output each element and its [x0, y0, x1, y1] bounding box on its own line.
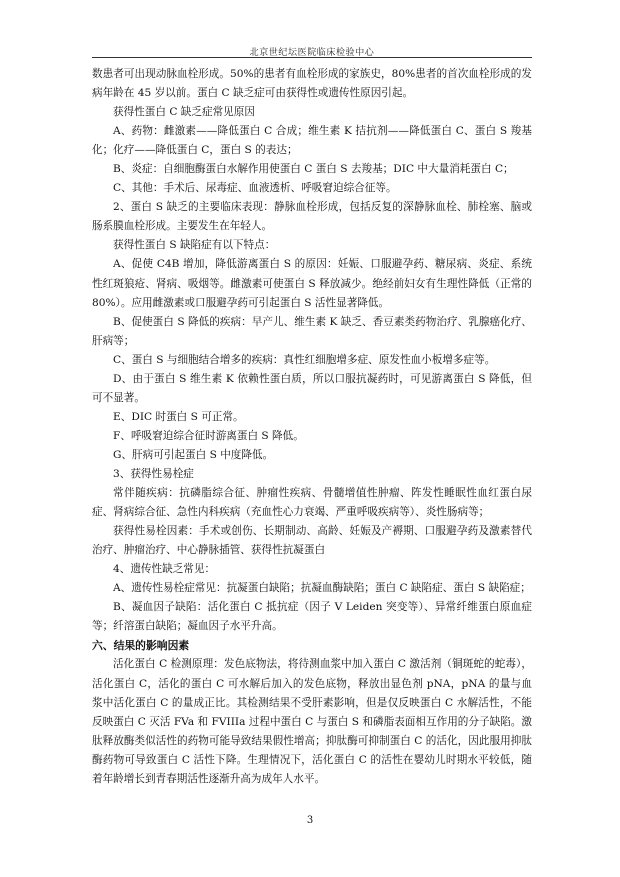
paragraph: 2、蛋白 S 缺乏的主要临床表现：静脉血栓形成，包括反复的深静脉血栓、肺栓塞、脑或肠系膜血栓形成。主要发生在年轻人。	[92, 201, 532, 233]
subheading: 4、遗传性缺乏常见：	[113, 563, 216, 576]
paragraph: B、炎症：自细胞酶蛋白水解作用使蛋白 C 蛋白 S 去羧基；DIC 中大量消耗蛋白 C；	[113, 163, 514, 176]
paragraph: A、药物：雌激素——降低蛋白 C 合成；维生素 K 拮抗剂——降低蛋白 C、蛋白 S 羧基化；化疗——降低蛋白 C，蛋白 S 的表达；	[92, 125, 532, 157]
paragraph: A、遗传性易栓症常见：抗凝蛋白缺陷；抗凝血酶缺陷；蛋白 C 缺陷症、蛋白 S 缺陷症；	[113, 582, 531, 595]
paragraph: E、DIC 时蛋白 S 可正常。	[113, 410, 244, 423]
paragraph: 获得性易栓因素：手术或创伤、长期制动、高龄、妊娠及产褥期、口服避孕药及激素替代治疗、肿瘤治疗、中心静脉插管、获得性抗凝蛋白	[92, 525, 532, 557]
paragraph: C、蛋白 S 与细胞结合增多的疾病：真性红细胞增多症、原发性血小板增多症等。	[113, 353, 496, 366]
paragraph: C、其他：手术后、尿毒症、血液透析、呼吸窘迫综合征等。	[113, 182, 397, 195]
header-rule	[92, 57, 532, 58]
page-header: 北京世纪坛医院临床检验中心	[249, 48, 375, 58]
paragraph: F、呼吸窘迫综合征时游离蛋白 S 降低。	[113, 429, 304, 442]
page-number: 3	[306, 815, 314, 826]
paragraph: 常伴随疾病：抗磷脂综合征、肿瘤性疾病、骨髓增值性肿瘤、阵发性睡眠性血红蛋白尿症、肾病综合征、急性内科疾病（充血性心力衰竭、严重呼吸疾病等）、炎性肠病等；	[92, 487, 532, 519]
paragraph: B、凝血因子缺陷：活化蛋白 C 抵抗症（因子 V Leiden 突变等）、异常纤维蛋白原血症等；纤溶蛋白缺陷；凝血因子水平升高。	[92, 601, 532, 633]
paragraph: G、肝病可引起蛋白 S 中度降低。	[113, 448, 274, 461]
paragraph: 活化蛋白 C 检测原理：发色底物法，将待测血浆中加入蛋白 C 激活剂（铜斑蛇的蛇毒），活化蛋白 C，活化的蛋白 C 可水解后加入的发色底物，释放出显色剂 pNA，pNA 的量与血浆中活化蛋白 C 的量成正比。其检测结果不受肝素影响，但是仅反映蛋白 C 水解活性，不能反映蛋白 C 灭活 FVa 和 FVIIIa 过程中蛋白 C 与蛋白 S 和磷脂表面相互作用的分子缺陷。激肽释放酶类似活性的药物可能导致结果假性增高；抑肽酶可抑制蛋白 C 的活化，因此服用抑肽酶药物可导致蛋白 C 活性下降。生理情况下，活化蛋白 C 的活性在婴幼儿时期水平较低，随着年龄增长到青春期活性逐渐升高为成年人水平。	[92, 658, 532, 785]
paragraph: D、由于蛋白 S 维生素 K 依赖性蛋白质，所以口服抗凝药时，可见游离蛋白 S 降低，但可不显著。	[92, 372, 532, 404]
subheading: 3、获得性易栓症	[113, 467, 194, 480]
paragraph: B、促使蛋白 S 降低的疾病：早产儿、维生素 K 缺乏、香豆素类药物治疗、乳腺癌化疗、肝病等；	[92, 315, 532, 347]
subheading: 获得性蛋白 C 缺乏症常见原因	[113, 106, 255, 119]
paragraph: A、促使 C4B 增加，降低游离蛋白 S 的原因：妊娠、口服避孕药、糖尿病、炎症、系统性红斑狼疮、肾病、吸烟等。雌激素可使蛋白 S 释放减少。绝经前妇女有生理性降低（正常的 80%）。应用雌激素或口服避孕药可引起蛋白 S 活性显著降低。	[92, 258, 532, 309]
document-body	[92, 65, 532, 789]
subheading: 获得性蛋白 S 缺陷症有以下特点：	[113, 239, 276, 252]
section-heading: 六、结果的影响因素	[92, 639, 190, 653]
paragraph: 数患者可出现动脉血栓形成。50%的患者有血栓形成的家族史，80%患者的首次血栓形成的发病年龄在 45 岁以前。蛋白 C 缺乏症可由获得性或遗传性原因引起。	[92, 68, 532, 100]
